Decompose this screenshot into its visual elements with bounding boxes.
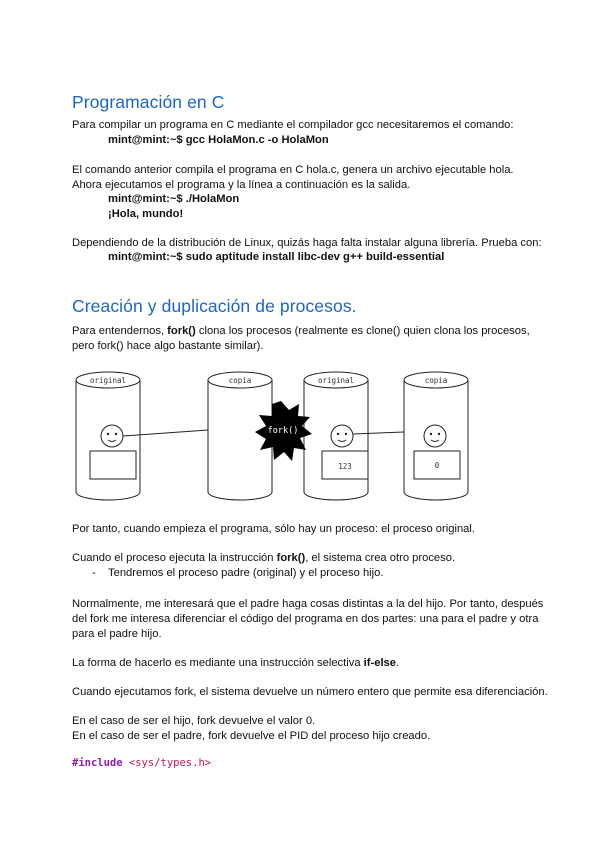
cylinder-label-4: copia <box>424 376 448 385</box>
paragraph-intro: Para compilar un programa en C mediante el compilador gcc necesitaremos el comando: <box>72 119 514 131</box>
bullet-item: Tendremos el proceso padre (original) y el proceso hijo. <box>108 567 384 579</box>
code-header: <sys/types.h> <box>128 757 212 769</box>
section-title-programacion: Programación en C <box>72 92 225 112</box>
program-output: ¡Hola, mundo! <box>108 208 184 220</box>
paragraph-fork-exec: Cuando el proceso ejecuta la instrucción fork(), el sistema crea otro proceso. <box>72 552 456 564</box>
paragraph-compile-line1: El comando anterior compila el programa en C hola.c, genera un archivo ejecutable hola. <box>72 164 514 176</box>
paragraph-parent-case: En el caso de ser el padre, fork devuelve el PID del proceso hijo creado. <box>72 730 431 742</box>
cylinder-label-3: original <box>317 376 355 385</box>
paragraph-child-case: En el caso de ser el hijo, fork devuelve el valor 0. <box>72 715 316 727</box>
paragraph-different-line2: del fork me interesa diferenciar el código del programa en dos partes: una para el padre y otra <box>72 613 539 625</box>
box-value-child: 0 <box>434 461 440 470</box>
paragraph-fork-intro-line2: pero fork() hace algo bastante similar). <box>72 340 264 352</box>
paragraph-fork-intro: Para entendernos, fork() clona los procesos (realmente es clone() quien clona los procesos, <box>72 325 530 337</box>
paragraph-if-else: La forma de hacerlo es mediante una instrucción selectiva if-else. <box>72 657 400 669</box>
paragraph-one-process: Por tanto, cuando empieza el programa, sólo hay un proceso: el proceso original. <box>72 523 475 535</box>
cylinder-copia-1 <box>208 380 272 500</box>
command-gcc: mint@mint:~$ gcc HolaMon.c -o HolaMon <box>108 134 329 146</box>
code-include <box>72 757 211 769</box>
cylinder-label-1: original <box>89 376 127 385</box>
if-else-bold: if-else <box>363 657 396 669</box>
fork-diagram <box>60 368 480 508</box>
paragraph-fork-returns: Cuando ejecutamos fork, el sistema devuelve un número entero que permite esa diferenciación. <box>72 686 548 698</box>
fork-bold-2: fork() <box>276 552 306 564</box>
code-keyword: #include <box>72 757 123 769</box>
cylinder-label-2: copia <box>228 376 252 385</box>
section-title-procesos: Creación y duplicación de procesos. <box>72 296 357 316</box>
command-run: mint@mint:~$ ./HolaMon <box>108 193 240 205</box>
paragraph-different-line3: para el padre hijo. <box>72 628 162 640</box>
paragraph-different-line1: Normalmente, me interesará que el padre haga cosas distintas a la del hijo. Por tanto, después <box>72 598 544 610</box>
fork-star-label: fork() <box>267 426 299 436</box>
paragraph-compile-line2: Ahora ejecutamos el programa y la línea a continuación es la salida. <box>72 179 411 191</box>
box-value-parent: 123 <box>338 462 352 471</box>
command-install: mint@mint:~$ sudo aptitude install libc-dev g++ build-essential <box>108 251 445 263</box>
paragraph-libraries: Dependiendo de la distribución de Linux, quizás haga falta instalar alguna librería. Prueba con: <box>72 237 542 249</box>
fork-bold: fork() <box>167 325 196 337</box>
bullet-dash: - <box>92 567 96 579</box>
